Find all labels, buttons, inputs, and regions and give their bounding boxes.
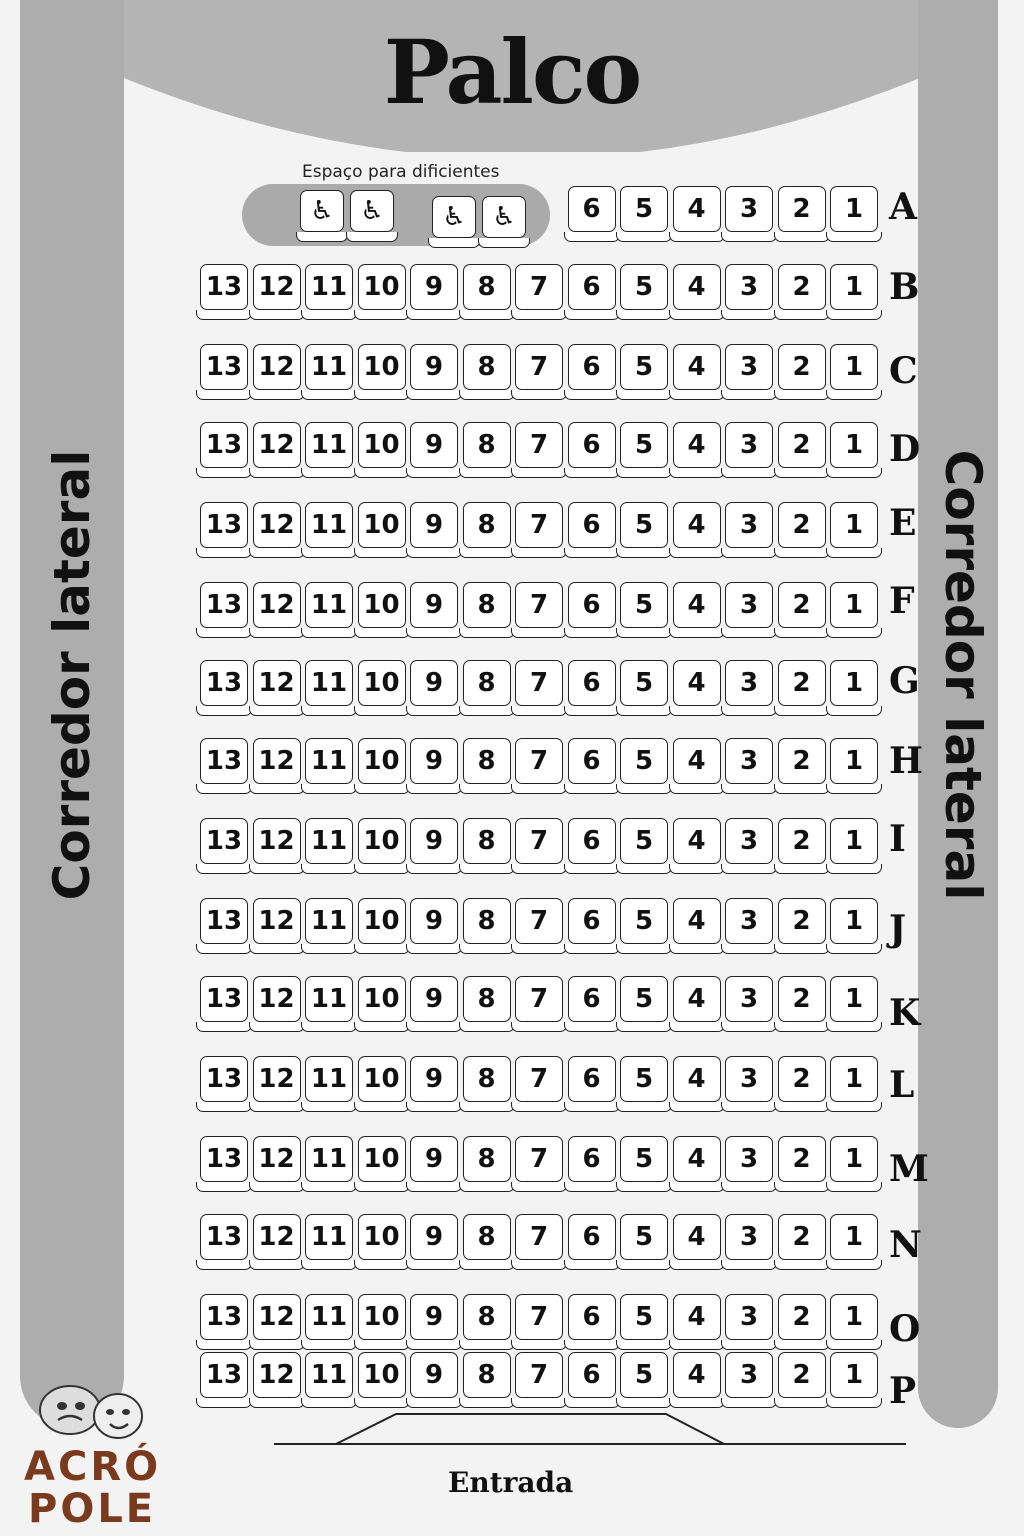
seat-H8[interactable]: 8 — [463, 738, 511, 784]
seat-H3[interactable]: 3 — [725, 738, 773, 784]
seat-J12[interactable]: 12 — [253, 898, 301, 944]
seat-B7[interactable]: 7 — [515, 264, 563, 310]
seat-C1[interactable]: 1 — [830, 344, 878, 390]
seat-G4[interactable]: 4 — [673, 660, 721, 706]
seat-K5[interactable]: 5 — [620, 976, 668, 1022]
row-label-G: G — [889, 660, 920, 702]
seat-E5[interactable]: 5 — [620, 502, 668, 548]
seat-B12[interactable]: 12 — [253, 264, 301, 310]
seat-E12[interactable]: 12 — [253, 502, 301, 548]
seat-J13[interactable]: 13 — [200, 898, 248, 944]
seat-L12[interactable]: 12 — [253, 1056, 301, 1102]
seat-N2[interactable]: 2 — [778, 1214, 826, 1260]
seat-D9[interactable]: 9 — [410, 422, 458, 468]
seat-G13[interactable]: 13 — [200, 660, 248, 706]
stage-title: Palco — [383, 20, 641, 124]
seat-M6[interactable]: 6 — [568, 1136, 616, 1182]
seat-B2[interactable]: 2 — [778, 264, 826, 310]
seat-D12[interactable]: 12 — [253, 422, 301, 468]
seat-J3[interactable]: 3 — [725, 898, 773, 944]
seat-D13[interactable]: 13 — [200, 422, 248, 468]
seat-F13[interactable]: 13 — [200, 582, 248, 628]
seat-M4[interactable]: 4 — [673, 1136, 721, 1182]
seat-I1[interactable]: 1 — [830, 818, 878, 864]
seat-G7[interactable]: 7 — [515, 660, 563, 706]
seat-P2[interactable]: 2 — [778, 1352, 826, 1398]
seat-M9[interactable]: 9 — [410, 1136, 458, 1182]
seat-F2[interactable]: 2 — [778, 582, 826, 628]
seat-J10[interactable]: 10 — [358, 898, 406, 944]
seat-C4[interactable]: 4 — [673, 344, 721, 390]
seat-M13[interactable]: 13 — [200, 1136, 248, 1182]
seat-G10[interactable]: 10 — [358, 660, 406, 706]
seat-H13[interactable]: 13 — [200, 738, 248, 784]
seat-J1[interactable]: 1 — [830, 898, 878, 944]
seat-C5[interactable]: 5 — [620, 344, 668, 390]
seat-J11[interactable]: 11 — [305, 898, 353, 944]
seat-K7[interactable]: 7 — [515, 976, 563, 1022]
seat-N7[interactable]: 7 — [515, 1214, 563, 1260]
seat-C6[interactable]: 6 — [568, 344, 616, 390]
seat-K3[interactable]: 3 — [725, 976, 773, 1022]
seat-N8[interactable]: 8 — [463, 1214, 511, 1260]
accessible-space-caption: Espaço para dificientes — [302, 162, 500, 182]
seat-M5[interactable]: 5 — [620, 1136, 668, 1182]
seat-B10[interactable]: 10 — [358, 264, 406, 310]
row-label-F: F — [889, 580, 915, 622]
seat-N5[interactable]: 5 — [620, 1214, 668, 1260]
seat-M12[interactable]: 12 — [253, 1136, 301, 1182]
seat-P13[interactable]: 13 — [200, 1352, 248, 1398]
seat-L4[interactable]: 4 — [673, 1056, 721, 1102]
seat-F11[interactable]: 11 — [305, 582, 353, 628]
seat-E10[interactable]: 10 — [358, 502, 406, 548]
seat-O3[interactable]: 3 — [725, 1294, 773, 1340]
seat-P5[interactable]: 5 — [620, 1352, 668, 1398]
seat-F3[interactable]: 3 — [725, 582, 773, 628]
seat-P8[interactable]: 8 — [463, 1352, 511, 1398]
seat-G8[interactable]: 8 — [463, 660, 511, 706]
seat-C3[interactable]: 3 — [725, 344, 773, 390]
seat-J4[interactable]: 4 — [673, 898, 721, 944]
seat-O11[interactable]: 11 — [305, 1294, 353, 1340]
seat-A2[interactable]: 2 — [778, 186, 826, 232]
seat-B8[interactable]: 8 — [463, 264, 511, 310]
seat-I13[interactable]: 13 — [200, 818, 248, 864]
seat-B3[interactable]: 3 — [725, 264, 773, 310]
seat-H1[interactable]: 1 — [830, 738, 878, 784]
seat-L2[interactable]: 2 — [778, 1056, 826, 1102]
row-label-K: K — [889, 992, 921, 1034]
seat-I10[interactable]: 10 — [358, 818, 406, 864]
seat-P6[interactable]: 6 — [568, 1352, 616, 1398]
seat-J6[interactable]: 6 — [568, 898, 616, 944]
seat-B9[interactable]: 9 — [410, 264, 458, 310]
row-label-C: C — [889, 350, 918, 392]
entrance-label: Entrada — [448, 1466, 574, 1499]
seat-A5[interactable]: 5 — [620, 186, 668, 232]
seat-D10[interactable]: 10 — [358, 422, 406, 468]
seat-E9[interactable]: 9 — [410, 502, 458, 548]
seat-E8[interactable]: 8 — [463, 502, 511, 548]
acropole-logo — [22, 1378, 162, 1532]
row-label-L: L — [889, 1064, 915, 1106]
seat-O1[interactable]: 1 — [830, 1294, 878, 1340]
seat-I6[interactable]: 6 — [568, 818, 616, 864]
row-label-A: A — [889, 186, 917, 228]
seat-F1[interactable]: 1 — [830, 582, 878, 628]
seat-F12[interactable]: 12 — [253, 582, 301, 628]
seat-P3[interactable]: 3 — [725, 1352, 773, 1398]
seat-D6[interactable]: 6 — [568, 422, 616, 468]
seat-F9[interactable]: 9 — [410, 582, 458, 628]
seat-L10[interactable]: 10 — [358, 1056, 406, 1102]
wheelchair-icon[interactable]: ♿ — [482, 196, 526, 238]
seat-M10[interactable]: 10 — [358, 1136, 406, 1182]
seat-N9[interactable]: 9 — [410, 1214, 458, 1260]
seat-K6[interactable]: 6 — [568, 976, 616, 1022]
seat-C11[interactable]: 11 — [305, 344, 353, 390]
row-label-B: B — [889, 266, 920, 308]
entrance-ramp — [330, 1410, 730, 1446]
wheelchair-icon[interactable]: ♿ — [350, 190, 394, 232]
seat-C12[interactable]: 12 — [253, 344, 301, 390]
seat-C13[interactable]: 13 — [200, 344, 248, 390]
seat-D3[interactable]: 3 — [725, 422, 773, 468]
seat-K9[interactable]: 9 — [410, 976, 458, 1022]
seat-I9[interactable]: 9 — [410, 818, 458, 864]
seat-D8[interactable]: 8 — [463, 422, 511, 468]
seat-G9[interactable]: 9 — [410, 660, 458, 706]
seat-I5[interactable]: 5 — [620, 818, 668, 864]
seat-E13[interactable]: 13 — [200, 502, 248, 548]
seat-M2[interactable]: 2 — [778, 1136, 826, 1182]
seat-K11[interactable]: 11 — [305, 976, 353, 1022]
seat-G3[interactable]: 3 — [725, 660, 773, 706]
seat-F4[interactable]: 4 — [673, 582, 721, 628]
seat-N11[interactable]: 11 — [305, 1214, 353, 1260]
seat-I11[interactable]: 11 — [305, 818, 353, 864]
seat-M11[interactable]: 11 — [305, 1136, 353, 1182]
seat-M7[interactable]: 7 — [515, 1136, 563, 1182]
seat-H4[interactable]: 4 — [673, 738, 721, 784]
seat-N12[interactable]: 12 — [253, 1214, 301, 1260]
seat-L3[interactable]: 3 — [725, 1056, 773, 1102]
seat-L1[interactable]: 1 — [830, 1056, 878, 1102]
seat-A6[interactable]: 6 — [568, 186, 616, 232]
seat-M1[interactable]: 1 — [830, 1136, 878, 1182]
seat-L11[interactable]: 11 — [305, 1056, 353, 1102]
seat-C2[interactable]: 2 — [778, 344, 826, 390]
seat-B4[interactable]: 4 — [673, 264, 721, 310]
seat-N3[interactable]: 3 — [725, 1214, 773, 1260]
seat-P9[interactable]: 9 — [410, 1352, 458, 1398]
seat-C7[interactable]: 7 — [515, 344, 563, 390]
seat-P10[interactable]: 10 — [358, 1352, 406, 1398]
seat-K8[interactable]: 8 — [463, 976, 511, 1022]
right-corridor-label: Corredor lateral — [934, 449, 992, 901]
logo-text-line2: POLE — [28, 1486, 157, 1532]
seat-G1[interactable]: 1 — [830, 660, 878, 706]
seat-I2[interactable]: 2 — [778, 818, 826, 864]
seat-N13[interactable]: 13 — [200, 1214, 248, 1260]
wheelchair-icon[interactable]: ♿ — [432, 196, 476, 238]
seat-O5[interactable]: 5 — [620, 1294, 668, 1340]
seat-L13[interactable]: 13 — [200, 1056, 248, 1102]
seat-A3[interactable]: 3 — [725, 186, 773, 232]
seat-J9[interactable]: 9 — [410, 898, 458, 944]
seat-J5[interactable]: 5 — [620, 898, 668, 944]
seat-O13[interactable]: 13 — [200, 1294, 248, 1340]
seat-K13[interactable]: 13 — [200, 976, 248, 1022]
seat-C8[interactable]: 8 — [463, 344, 511, 390]
seat-N6[interactable]: 6 — [568, 1214, 616, 1260]
seat-F7[interactable]: 7 — [515, 582, 563, 628]
seat-D2[interactable]: 2 — [778, 422, 826, 468]
seat-K1[interactable]: 1 — [830, 976, 878, 1022]
seat-G6[interactable]: 6 — [568, 660, 616, 706]
row-label-N: N — [889, 1224, 922, 1266]
seat-E11[interactable]: 11 — [305, 502, 353, 548]
seat-E3[interactable]: 3 — [725, 502, 773, 548]
seat-O10[interactable]: 10 — [358, 1294, 406, 1340]
logo-text-line1: ACRÓ — [24, 1444, 162, 1490]
seat-H6[interactable]: 6 — [568, 738, 616, 784]
seat-C9[interactable]: 9 — [410, 344, 458, 390]
seat-H7[interactable]: 7 — [515, 738, 563, 784]
left-corridor-label: Corredor lateral — [43, 449, 101, 901]
seat-N4[interactable]: 4 — [673, 1214, 721, 1260]
theater-masks-icon — [22, 1378, 162, 1448]
seat-N10[interactable]: 10 — [358, 1214, 406, 1260]
seat-A1[interactable]: 1 — [830, 186, 878, 232]
seat-C10[interactable]: 10 — [358, 344, 406, 390]
seat-A4[interactable]: 4 — [673, 186, 721, 232]
seat-P7[interactable]: 7 — [515, 1352, 563, 1398]
seat-E6[interactable]: 6 — [568, 502, 616, 548]
seat-G12[interactable]: 12 — [253, 660, 301, 706]
seat-H2[interactable]: 2 — [778, 738, 826, 784]
seat-L6[interactable]: 6 — [568, 1056, 616, 1102]
seat-J2[interactable]: 2 — [778, 898, 826, 944]
seat-L7[interactable]: 7 — [515, 1056, 563, 1102]
seat-M3[interactable]: 3 — [725, 1136, 773, 1182]
seat-D5[interactable]: 5 — [620, 422, 668, 468]
seat-E1[interactable]: 1 — [830, 502, 878, 548]
wheelchair-icon[interactable]: ♿ — [300, 190, 344, 232]
seat-K2[interactable]: 2 — [778, 976, 826, 1022]
seat-K4[interactable]: 4 — [673, 976, 721, 1022]
seat-H12[interactable]: 12 — [253, 738, 301, 784]
seat-K10[interactable]: 10 — [358, 976, 406, 1022]
row-label-P: P — [889, 1370, 917, 1412]
seat-B13[interactable]: 13 — [200, 264, 248, 310]
seat-G2[interactable]: 2 — [778, 660, 826, 706]
seat-H11[interactable]: 11 — [305, 738, 353, 784]
seat-I4[interactable]: 4 — [673, 818, 721, 864]
seat-O9[interactable]: 9 — [410, 1294, 458, 1340]
seat-P1[interactable]: 1 — [830, 1352, 878, 1398]
seat-E4[interactable]: 4 — [673, 502, 721, 548]
seat-L5[interactable]: 5 — [620, 1056, 668, 1102]
seat-B6[interactable]: 6 — [568, 264, 616, 310]
seat-I8[interactable]: 8 — [463, 818, 511, 864]
seat-D11[interactable]: 11 — [305, 422, 353, 468]
seat-I3[interactable]: 3 — [725, 818, 773, 864]
seat-D1[interactable]: 1 — [830, 422, 878, 468]
seat-G11[interactable]: 11 — [305, 660, 353, 706]
seat-F6[interactable]: 6 — [568, 582, 616, 628]
seat-O7[interactable]: 7 — [515, 1294, 563, 1340]
seat-H10[interactable]: 10 — [358, 738, 406, 784]
row-label-E: E — [889, 502, 917, 544]
seat-G5[interactable]: 5 — [620, 660, 668, 706]
row-label-J: J — [889, 908, 907, 950]
seat-B5[interactable]: 5 — [620, 264, 668, 310]
seat-H9[interactable]: 9 — [410, 738, 458, 784]
seat-P12[interactable]: 12 — [253, 1352, 301, 1398]
seat-B11[interactable]: 11 — [305, 264, 353, 310]
row-label-O: O — [889, 1308, 921, 1350]
seat-J8[interactable]: 8 — [463, 898, 511, 944]
seat-E7[interactable]: 7 — [515, 502, 563, 548]
seat-F10[interactable]: 10 — [358, 582, 406, 628]
seat-O2[interactable]: 2 — [778, 1294, 826, 1340]
row-label-D: D — [889, 428, 921, 470]
seat-N1[interactable]: 1 — [830, 1214, 878, 1260]
seat-O8[interactable]: 8 — [463, 1294, 511, 1340]
seat-E2[interactable]: 2 — [778, 502, 826, 548]
seat-L8[interactable]: 8 — [463, 1056, 511, 1102]
seat-P4[interactable]: 4 — [673, 1352, 721, 1398]
row-label-M: M — [889, 1148, 929, 1190]
seat-F5[interactable]: 5 — [620, 582, 668, 628]
seat-I12[interactable]: 12 — [253, 818, 301, 864]
seat-I7[interactable]: 7 — [515, 818, 563, 864]
seat-K12[interactable]: 12 — [253, 976, 301, 1022]
row-label-I: I — [889, 818, 906, 860]
seat-L9[interactable]: 9 — [410, 1056, 458, 1102]
seat-M8[interactable]: 8 — [463, 1136, 511, 1182]
seat-B1[interactable]: 1 — [830, 264, 878, 310]
seat-J7[interactable]: 7 — [515, 898, 563, 944]
seat-O12[interactable]: 12 — [253, 1294, 301, 1340]
seat-O4[interactable]: 4 — [673, 1294, 721, 1340]
seat-D4[interactable]: 4 — [673, 422, 721, 468]
seat-P11[interactable]: 11 — [305, 1352, 353, 1398]
row-label-H: H — [889, 740, 924, 782]
seat-F8[interactable]: 8 — [463, 582, 511, 628]
seat-O6[interactable]: 6 — [568, 1294, 616, 1340]
seat-D7[interactable]: 7 — [515, 422, 563, 468]
seat-H5[interactable]: 5 — [620, 738, 668, 784]
